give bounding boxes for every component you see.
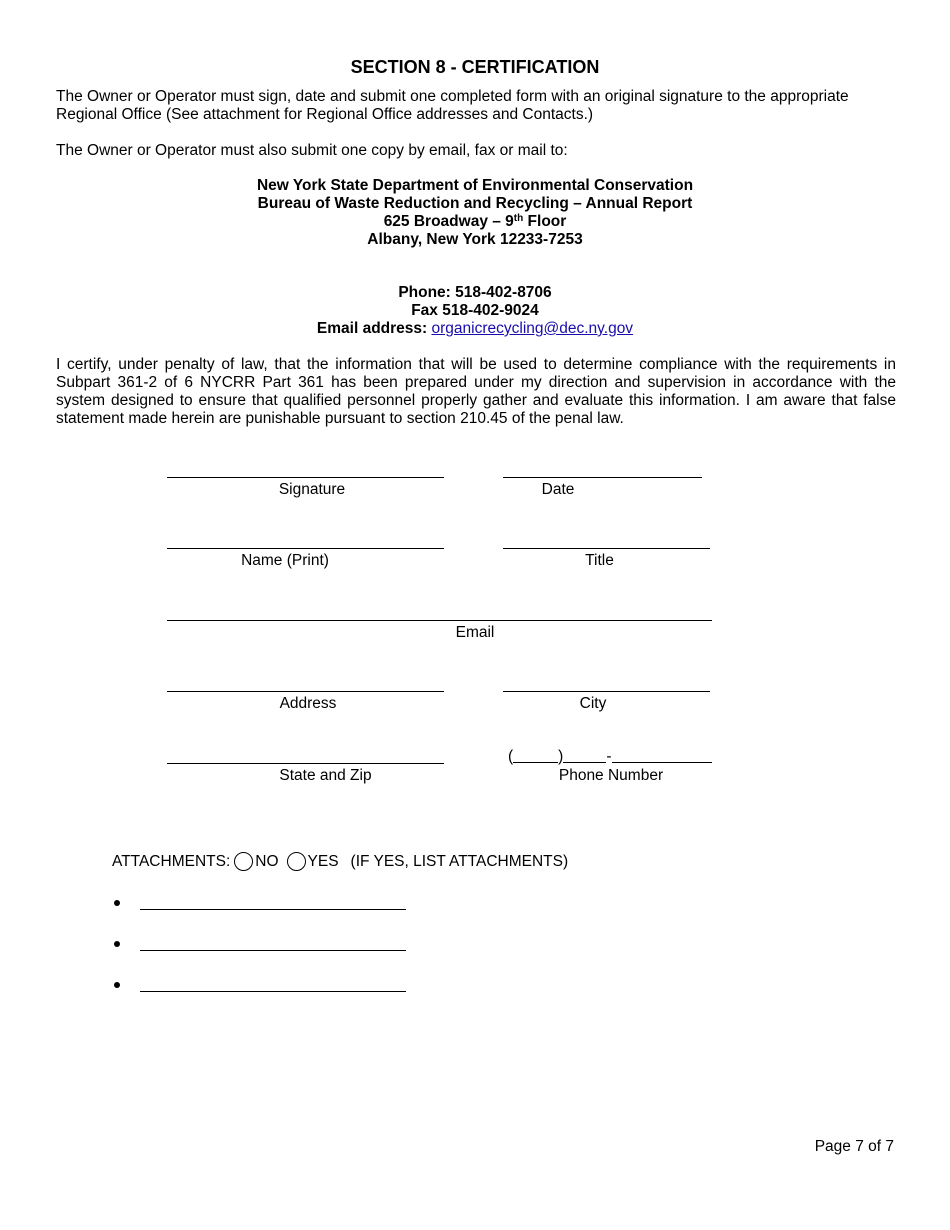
contact-block <box>0 284 950 338</box>
attachment-line-1[interactable] <box>140 909 406 910</box>
name-print-label: Name (Print) <box>241 552 329 569</box>
title-line[interactable] <box>503 548 710 549</box>
phone-prefix-blank[interactable] <box>563 748 606 763</box>
attachment-line-2[interactable] <box>140 950 406 951</box>
address-label: Address <box>279 695 337 712</box>
city-label: City <box>579 695 607 712</box>
phone-close-paren: ) <box>558 748 564 765</box>
state-zip-label: State and Zip <box>279 767 372 784</box>
title-label: Title <box>585 552 614 569</box>
fax-text: Fax 518-402-9024 <box>411 302 539 319</box>
phone-dash: - <box>606 748 612 765</box>
email-label: Email <box>455 624 495 641</box>
phone-line-blank[interactable] <box>612 748 712 763</box>
bullet-icon <box>114 941 120 947</box>
phone-open-paren: ( <box>508 748 514 765</box>
email-link[interactable]: organicrecycling@dec.ny.gov <box>431 320 634 337</box>
address-line-2: Bureau of Waste Reduction and Recycling – Annual Report <box>257 195 693 212</box>
attachments-row <box>112 852 568 871</box>
state-zip-line[interactable] <box>167 763 444 764</box>
intro-paragraph: The Owner or Operator must sign, date and submit one completed form with an original signature to the appropriate Regional Office (See attachment for Regional Office addresses and Contacts.) <box>56 88 849 123</box>
page-number: Page 7 of 7 <box>814 1138 894 1155</box>
date-label: Date <box>541 481 575 498</box>
attachment-line-3[interactable] <box>140 991 406 992</box>
phone-number-field[interactable] <box>508 748 712 766</box>
bullet-icon <box>114 982 120 988</box>
attachments-yes-label: YES <box>307 852 339 870</box>
name-print-line[interactable] <box>167 548 444 549</box>
section-title: SECTION 8 - CERTIFICATION <box>350 57 600 77</box>
address-line-3: 625 Broadway – 9th Floor <box>383 213 567 230</box>
address-line-4: Albany, New York 12233-7253 <box>367 231 583 248</box>
email-row <box>0 320 950 338</box>
address-line[interactable] <box>167 691 444 692</box>
city-line[interactable] <box>503 691 710 692</box>
attachments-note: (IF YES, LIST ATTACHMENTS) <box>350 852 569 870</box>
attachments-no-label: NO <box>255 852 279 870</box>
address-line-1: New York State Department of Environmental Conservation <box>256 177 694 194</box>
attachments-label: ATTACHMENTS: <box>112 852 231 870</box>
copy-instructions: The Owner or Operator must also submit one copy by email, fax or mail to: <box>56 142 568 159</box>
email-address-label: Email address: <box>316 320 428 337</box>
area-code-blank[interactable] <box>513 748 558 763</box>
attachments-no-radio[interactable] <box>234 852 253 871</box>
mailing-address <box>0 177 950 249</box>
signature-line[interactable] <box>167 477 444 478</box>
certification-statement: I certify, under penalty of law, that the information that will be used to determine compliance with the requirements in Subpart 361-2 of 6 NYCRR Part 361 has been prepared under my direction and supervision in accordance with the system designed to ensure that qualified personnel properly gather and evaluate this information. I am aware that false statement made herein are punishable pursuant to section 210.45 of the penal law. <box>56 356 896 427</box>
attachments-yes-radio[interactable] <box>287 852 306 871</box>
date-line[interactable] <box>503 477 702 478</box>
bullet-icon <box>114 900 120 906</box>
email-line[interactable] <box>167 620 712 621</box>
phone-text: Phone: 518-402-8706 <box>398 284 552 301</box>
signature-label: Signature <box>278 481 346 498</box>
phone-number-label: Phone Number <box>558 767 664 784</box>
